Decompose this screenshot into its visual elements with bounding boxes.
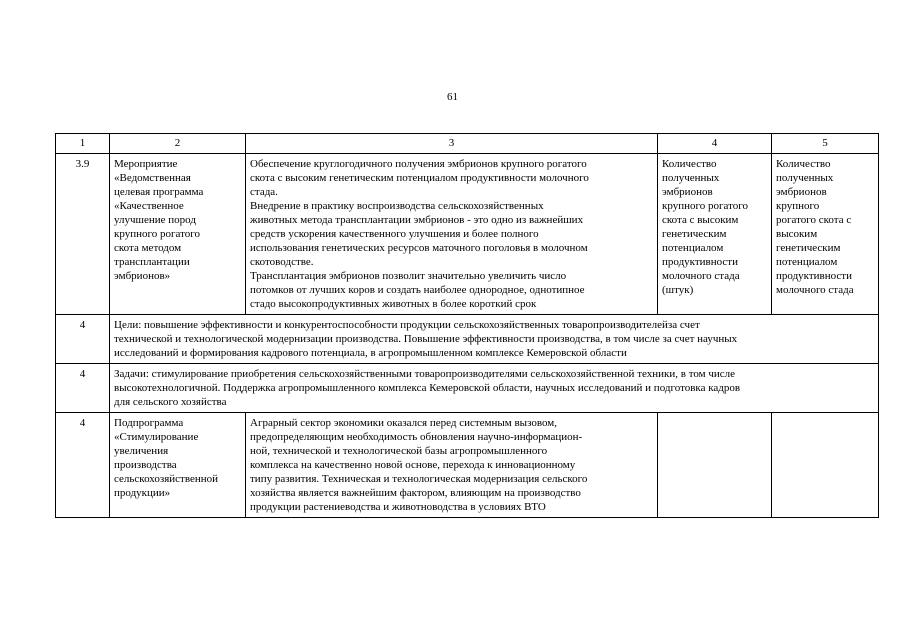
- subprogram-name: Подпрограмма «Стимулирование увеличения производства сельскохозяйственной продукции»: [110, 413, 246, 518]
- table-row-subprogram: [56, 413, 879, 518]
- table-header-row: [56, 134, 879, 154]
- row-number: 3.9: [56, 154, 110, 315]
- goals-text: Цели: повышение эффективности и конкурентоспособности продукции сельскохозяйственных товаропроизводителейза счет технической и технологической модернизации производства. Повышение эффективности производства, в том числе за счет научных исследований и формирования кадрового потенциала, в агропромышленном комплексе Кемеровской области: [110, 315, 879, 364]
- program-table: [55, 133, 879, 518]
- header-cell-1: 1: [56, 134, 110, 154]
- table-row-tasks: [56, 364, 879, 413]
- table-row-goals: [56, 315, 879, 364]
- tasks-text: Задачи: стимулирование приобретения сельскохозяйственными товаропроизводителями сельскохозяйственной техники, в том числе высокотехнологичной. Поддержка агропромышленного комплекса Кемеровской области, научных исследований и подготовка кадров для сельского хозяйства: [110, 364, 879, 413]
- tasks-row-number: 4: [56, 364, 110, 413]
- table-row-measure: [56, 154, 879, 315]
- measure-value: Количество полученных эмбрионов крупного рогатого скота с высоким генетическим потенциалом продуктивности молочного стада: [772, 154, 879, 315]
- header-cell-3: 3: [246, 134, 658, 154]
- subprogram-row-number: 4: [56, 413, 110, 518]
- subprogram-value: [772, 413, 879, 518]
- header-cell-2: 2: [110, 134, 246, 154]
- measure-description: Обеспечение круглогодичного получения эмбрионов крупного рогатого скота с высоким генетическим потенциалом продуктивности молочного стада. Внедрение в практику воспроизводства сельскохозяйственных животных метода трансплантации эмбрионов - это одно из важнейших средств ускорения качественного улучшения и более полного использования генетических ресурсов маточного поголовья в молочном скотоводстве. Трансплантация эмбрионов позволит значительно увеличить число потомков от лучших коров и создать наиболее однородное, однотипное стадо высокопродуктивных животных в более короткий срок: [246, 154, 658, 315]
- subprogram-indicator: [658, 413, 772, 518]
- measure-name: Мероприятие «Ведомственная целевая программа «Качественное улучшение пород крупного рогатого скота методом трансплантации эмбрионов»: [110, 154, 246, 315]
- header-cell-4: 4: [658, 134, 772, 154]
- header-cell-5: 5: [772, 134, 879, 154]
- subprogram-description: Аграрный сектор экономики оказался перед системным вызовом, предопределяющим необходимость обновления научно-информацион- ной, технической и технологической базы агропромышленного комплекса на качественно новой основе, перехода к инновационному типу развития. Техническая и технологическая модернизация сельского хозяйства является важнейшим фактором, влияющим на производство продукции растениеводства и животноводства в условиях ВТО: [246, 413, 658, 518]
- measure-indicator: Количество полученных эмбрионов крупного рогатого скота с высоким генетическим потенциалом продуктивности молочного стада (штук): [658, 154, 772, 315]
- goals-row-number: 4: [56, 315, 110, 364]
- page-number: 61: [447, 91, 458, 103]
